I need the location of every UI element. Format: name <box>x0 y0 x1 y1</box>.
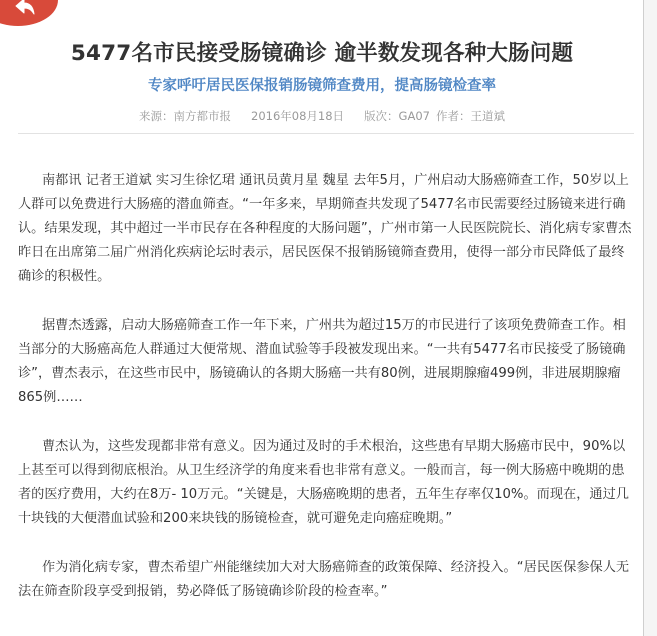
back-button[interactable] <box>0 0 58 26</box>
article-meta <box>0 108 644 124</box>
paragraph-1: 南都讯 记者王道斌 实习生徐忆珺 通讯员黄月星 魏星 去年5月，广州启动大肠癌筛查工作，50岁以上人群可以免费进行大肠癌的潜血筛查。“一年多来，早期筛查共发现了5477名市民需要经过肠镜来进行确认。结果发现，其中超过一半市民存在各种程度的大肠问题”，广州市第一人民医院院长、消化病专家曹杰昨日在出席第二届广州消化疾病论坛时表示，居民医保不报销肠镜筛查费用，使得一部分市民降低了最终确诊的积极性。 <box>18 173 632 284</box>
header-divider <box>18 133 634 134</box>
meta-edition: 版次：GA07 <box>364 109 430 123</box>
article-body <box>18 169 634 629</box>
article-title: 5477名市民接受肠镜确诊 逾半数发现各种大肠问题 <box>70 41 574 66</box>
scrollbar-gutter[interactable] <box>644 0 657 636</box>
article-subtitle: 专家呼吁居民医保报销肠镜筛查费用，提高肠镜检查率 <box>148 78 496 94</box>
meta-source: 来源：南方都市报 <box>139 109 232 123</box>
meta-author: 作者：王道斌 <box>435 109 505 123</box>
paragraph-2: 据曹杰透露，启动大肠癌筛查工作一年下来，广州共为超过15万的市民进行了该项免费筛查工作。相当部分的大肠癌高危人群通过大便常规、潜血试验等手段被发现出来。“一共有5477名市民接受了肠镜确诊”，曹杰表示，在这些市民中，肠镜确认的各期大肠癌一共有80例，进展期腺瘤499例，非进展期腺瘤865例…… <box>18 318 626 405</box>
meta-date: 2016年08月18日 <box>251 109 345 123</box>
back-arrow-icon <box>1 0 35 20</box>
paragraph-3: 曹杰认为，这些发现都非常有意义。因为通过及时的手术根治，这些患有早期大肠癌市民中，90%以上甚至可以得到彻底根治。从卫生经济学的角度来看也非常有意义。一般而言，每一例大肠癌中晚期的患者的医疗费用，大约在8万- 10万元。“关键是，大肠癌晚期的患者，五年生存率仅10%。而现在，通过几十块钱的大便潜血试验和200来块钱的肠镜检查，就可避免走向癌症晚期。” <box>18 439 629 526</box>
paragraph-4: 作为消化病专家，曹杰希望广州能继续加大对大肠癌筛查的政策保障、经济投入。“居民医保参保人无法在筛查阶段享受到报销，势必降低了肠镜确诊阶段的检查率。” <box>18 560 630 599</box>
